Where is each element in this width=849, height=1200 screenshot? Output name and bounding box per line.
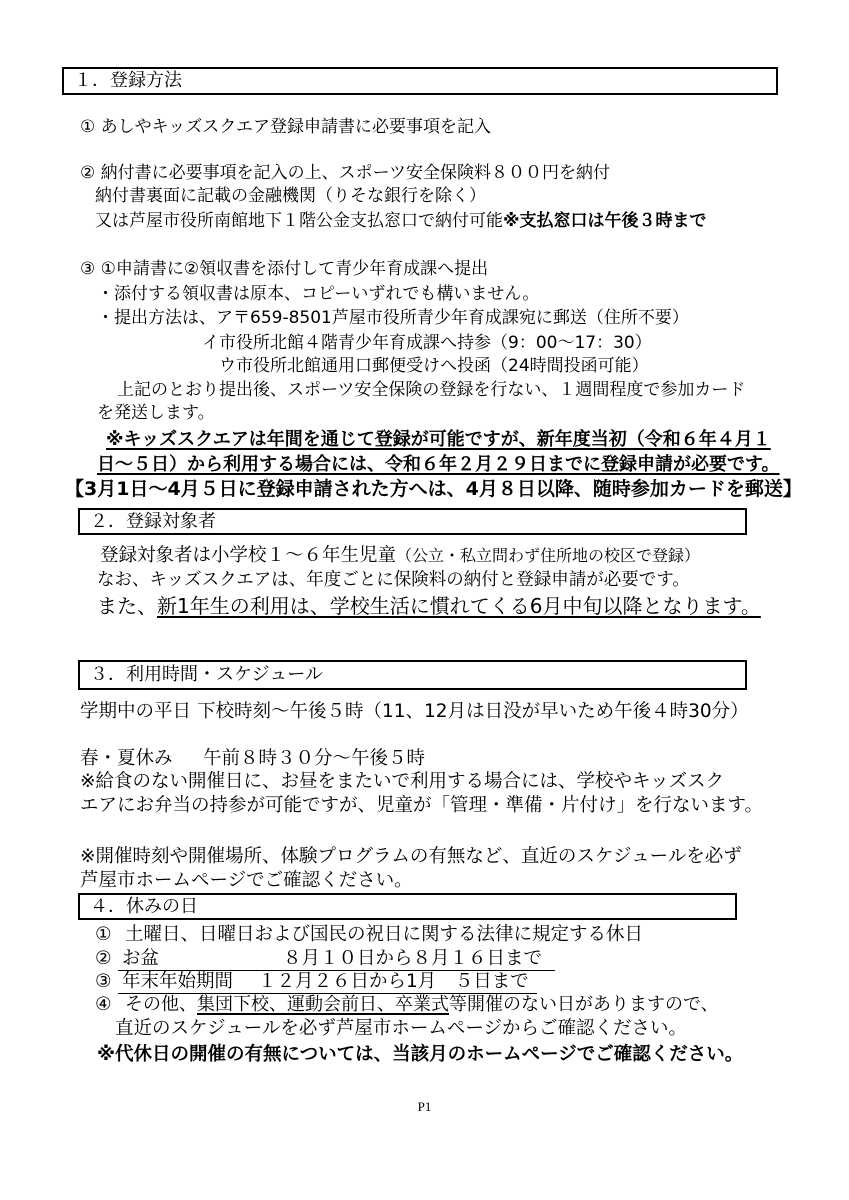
eligibility-line2: なお、キッズスクエアは、年度ごとに保険料の納付と登録申請が必要です。 — [97, 570, 690, 590]
notice-line1: ※キッズスクエアは年間を通じて登録が可能ですが、新年度当初（令和６年４月１ — [106, 429, 771, 450]
closed-item1-text: 土曜日、日曜日および国民の祝日に関する法律に規定する休日 — [125, 924, 644, 945]
closed-item3-underline — [118, 971, 537, 994]
lunch-note-line1: ※給食のない開催日に、お昼をまたいで利用する場合には、学校やキッズスク — [80, 771, 725, 792]
closed-item4-suffix: 等開催のない日がありますので、 — [449, 994, 719, 1015]
step3-method-i: イ市役所北館４階青少年育成課へ持参（9：00～17：30） — [202, 333, 652, 353]
eligibility-line3-prefix: また、 — [97, 594, 157, 618]
substitute-holiday-note: ※代休日の開催の有無については、当該月のホームページでご確認ください。 — [97, 1044, 744, 1065]
step3-method-u: ウ市役所北館通用口郵便受けへ投函（24時間投函可能） — [219, 356, 649, 376]
step3-bullet1: ・添付する領収書は原本、コピーいずれでも構いません。 — [97, 284, 540, 304]
closed-item1-num: ① — [95, 924, 112, 945]
step2-line2: 納付書裏面に記載の金融機関（りそな銀行を除く） — [95, 186, 486, 206]
step3-line1: ③ ①申請書に②領収書を添付して青少年育成課へ提出 — [80, 259, 489, 279]
step2-line3-text: 又は芦屋市役所南館地下１階公金支払窓口で納付可能 — [95, 211, 503, 231]
section1-header-box — [62, 67, 778, 95]
closed-item2-dates: ８月１０日から８月１６日まで — [283, 948, 543, 969]
schedule-check-line2: 芦屋市ホームページでご確認ください。 — [80, 870, 413, 891]
step2-window-note: ※支払窓口は午後３時まで — [503, 211, 707, 231]
closed-item3-label: 年末年始期間 — [122, 971, 234, 992]
section2-title: ２．登録対象者 — [90, 510, 216, 532]
eligibility-line1 — [100, 545, 700, 567]
eligibility-note: （公立・私立問わず住所地の校区で登録） — [396, 546, 701, 565]
section3-header-box — [78, 660, 747, 690]
eligibility-main: 登録対象者は小学校１～６年生児童 — [100, 545, 397, 566]
step1-text: ① あしやキッズスクエア登録申請書に必要事項を記入 — [80, 117, 491, 137]
section3-title: ３．利用時間・スケジュール — [90, 664, 323, 685]
step2-line1: ② 納付書に必要事項を記入の上、スポーツ安全保険料８００円を納付 — [80, 163, 610, 183]
page-number: P1 — [417, 1099, 432, 1114]
step3-after-line2: を発送します。 — [97, 403, 215, 423]
closed-item2-underline — [118, 948, 555, 971]
closed-item3-dates: １２月２６日から1月 ５日まで — [258, 971, 529, 992]
closed-item4-num: ④ — [95, 994, 112, 1015]
closed-item4-line2: 直近のスケジュールを必ず芦屋市ホームページからご確認ください。 — [115, 1018, 688, 1039]
section4-header-box — [78, 893, 737, 920]
closed-item2-label: お盆 — [122, 948, 160, 969]
lunch-note-line2: エアにお弁当の持参が可能ですが、児童が「管理・準備・片付け」を行ないます。 — [80, 795, 764, 816]
eligibility-line3 — [97, 595, 761, 617]
section1-title: １．登録方法 — [74, 70, 182, 91]
first-grader-note: 新1年生の利用は、学校生活に慣れてくる6月中旬以降となります。 — [157, 594, 761, 618]
holiday-hours: 午前８時３０分～午後５時 — [203, 748, 426, 769]
closed-item4-events: 集団下校、運動会前日、卒業式 — [197, 994, 449, 1015]
notice-line3: 【3月1日～4月５日に登録申請された方へは、4月８日以降、随時参加カードを郵送】 — [65, 478, 802, 500]
closed-item3-num: ③ — [95, 971, 112, 992]
step2-line3 — [95, 210, 707, 232]
step3-after-line1: 上記のとおり提出後、スポーツ安全保険の登録を行ない、１週間程度で参加カード — [117, 380, 746, 400]
weekday-hours: 下校時刻～午後５時（11、12月は日没が早いため午後４時30分） — [197, 701, 749, 722]
closed-item4-line1 — [125, 994, 719, 1016]
section2-header-box — [78, 508, 747, 535]
weekday-label: 学期中の平日 — [80, 701, 192, 722]
closed-item2-num: ② — [95, 948, 112, 969]
notice-line2: 日～５日）から利用する場合には、令和６年２月２９日までに登録申請が必要です。 — [97, 454, 780, 475]
schedule-check-line1: ※開催時刻や開催場所、体験プログラムの有無など、直近のスケジュールを必ず — [80, 846, 742, 867]
section4-title: ４．休みの日 — [90, 895, 198, 917]
holiday-label: 春・夏休み — [80, 748, 173, 769]
closed-item4-prefix: その他、 — [125, 994, 197, 1015]
step3-bullet2: ・提出方法は、ア〒659-8501芦屋市役所青少年育成課宛に郵送（住所不要） — [97, 308, 689, 328]
